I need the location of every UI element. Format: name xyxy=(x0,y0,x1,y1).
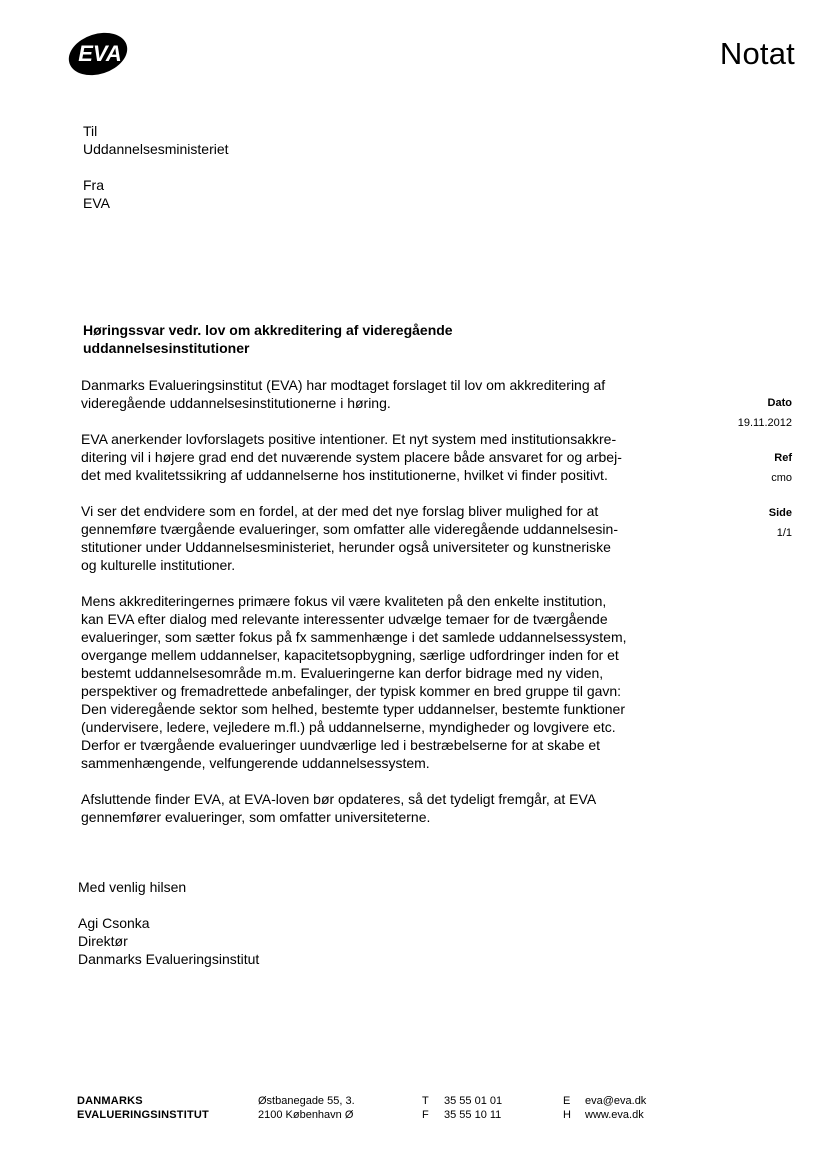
footer-org-line: EVALUERINGSINSTITUT xyxy=(77,1109,209,1121)
phone-number: 35 55 01 01 xyxy=(444,1095,503,1107)
web-address: www.eva.dk xyxy=(585,1109,644,1121)
footer-organization xyxy=(77,1094,209,1122)
body-paragraph: Danmarks Evalueringsinstitut (EVA) har modtaget forslaget til lov om akkreditering af videregående uddannelsesinstitutionerne i høring. xyxy=(81,377,606,411)
footer-city: 2100 København Ø xyxy=(258,1109,354,1121)
phone-label: T xyxy=(422,1095,429,1107)
from-label: Fra xyxy=(83,177,104,193)
signature-block xyxy=(78,914,259,968)
date-value: 19.11.2012 xyxy=(737,417,792,429)
footer-contact xyxy=(563,1094,646,1122)
address-block xyxy=(83,122,229,212)
footer-street: Østbanegade 55, 3. xyxy=(258,1095,355,1107)
logo-text: EVA xyxy=(78,41,122,66)
body-paragraph: Afsluttende finder EVA, at EVA-loven bør opdateres, så det tydeligt fremgår, at EVA gennemfører evalueringer, som omfatter universiteterne. xyxy=(81,791,597,825)
footer-org-line: DANMARKS xyxy=(77,1095,143,1107)
footer-phone xyxy=(422,1094,502,1122)
date-label: Dato xyxy=(767,397,792,409)
page-label: Side xyxy=(768,507,792,519)
closing-salutation: Med venlig hilsen xyxy=(78,879,187,895)
signer-name: Agi Csonka xyxy=(78,915,150,931)
to-value: Uddannelsesministeriet xyxy=(83,141,229,157)
footer-address xyxy=(258,1094,355,1122)
body-paragraph: EVA anerkender lovforslagets positive intentioner. Et nyt system med institutionsakkre- ditering vil i højere grad end det nuværende system placere både ansvaret for og arbej- det med kvalitetssikring af uddannelserne hos institutionerne, hvilket vi finder positivt. xyxy=(81,431,622,483)
to-label: Til xyxy=(83,123,98,139)
body-paragraph: Vi ser det endvidere som en fordel, at der med det nye forslag bliver mulighed for at gennemføre tværgående evalueringer, som omfatter alle videregående uddannelsesin- stitutioner under Uddannelsesministeriet, herunder også universiteter og kunstneriske og kulturelle institutioner. xyxy=(81,503,618,573)
web-label: H xyxy=(563,1109,571,1121)
email-address: eva@eva.dk xyxy=(585,1095,647,1107)
fax-number: 35 55 10 11 xyxy=(444,1109,502,1121)
signer-org: Danmarks Evalueringsinstitut xyxy=(78,951,260,967)
fax-label: F xyxy=(422,1109,429,1121)
signer-title: Direktør xyxy=(78,933,128,949)
letter-body xyxy=(81,376,661,844)
eva-logo xyxy=(67,28,133,76)
document-type-title: Notat xyxy=(719,36,795,71)
subject-heading: Høringssvar vedr. lov om akkreditering af videregående uddannelsesinstitutioner xyxy=(83,322,453,356)
page-value: 1/1 xyxy=(776,527,792,539)
email-label: E xyxy=(563,1095,571,1107)
ref-value: cmo xyxy=(771,472,792,484)
ref-label: Ref xyxy=(774,452,792,464)
meta-sidebar xyxy=(738,396,792,561)
from-value: EVA xyxy=(83,195,110,211)
body-paragraph: Mens akkrediteringernes primære fokus vil være kvaliteten på den enkelte institution, kan EVA efter dialog med relevante interessenter udvælge temaer for de tværgående evalueringer, som sætter fokus på fx sammenhænge i det samlede uddannelsessystem, overgange mellem uddannelser, kapacitetsopbygning, særlige udfordringer inden for et bestemt uddannelsesområde m.m. Evalueringerne kan derfor bidrage med ny viden, perspektiver og fremadrettede anbefalinger, der typisk kommer en bred gruppe til gavn: Den videregående sektor som helhed, bestemte typer uddannelser, bestemte funktioner (undervisere, ledere, vejledere m.fl.) på uddannelserne, myndigheder og lovgivere etc. Derfor er tværgående evalueringer uundværlige led i bestræbelserne for at skabe et sammenhængende, velfungerende uddannelsessystem. xyxy=(81,593,627,771)
